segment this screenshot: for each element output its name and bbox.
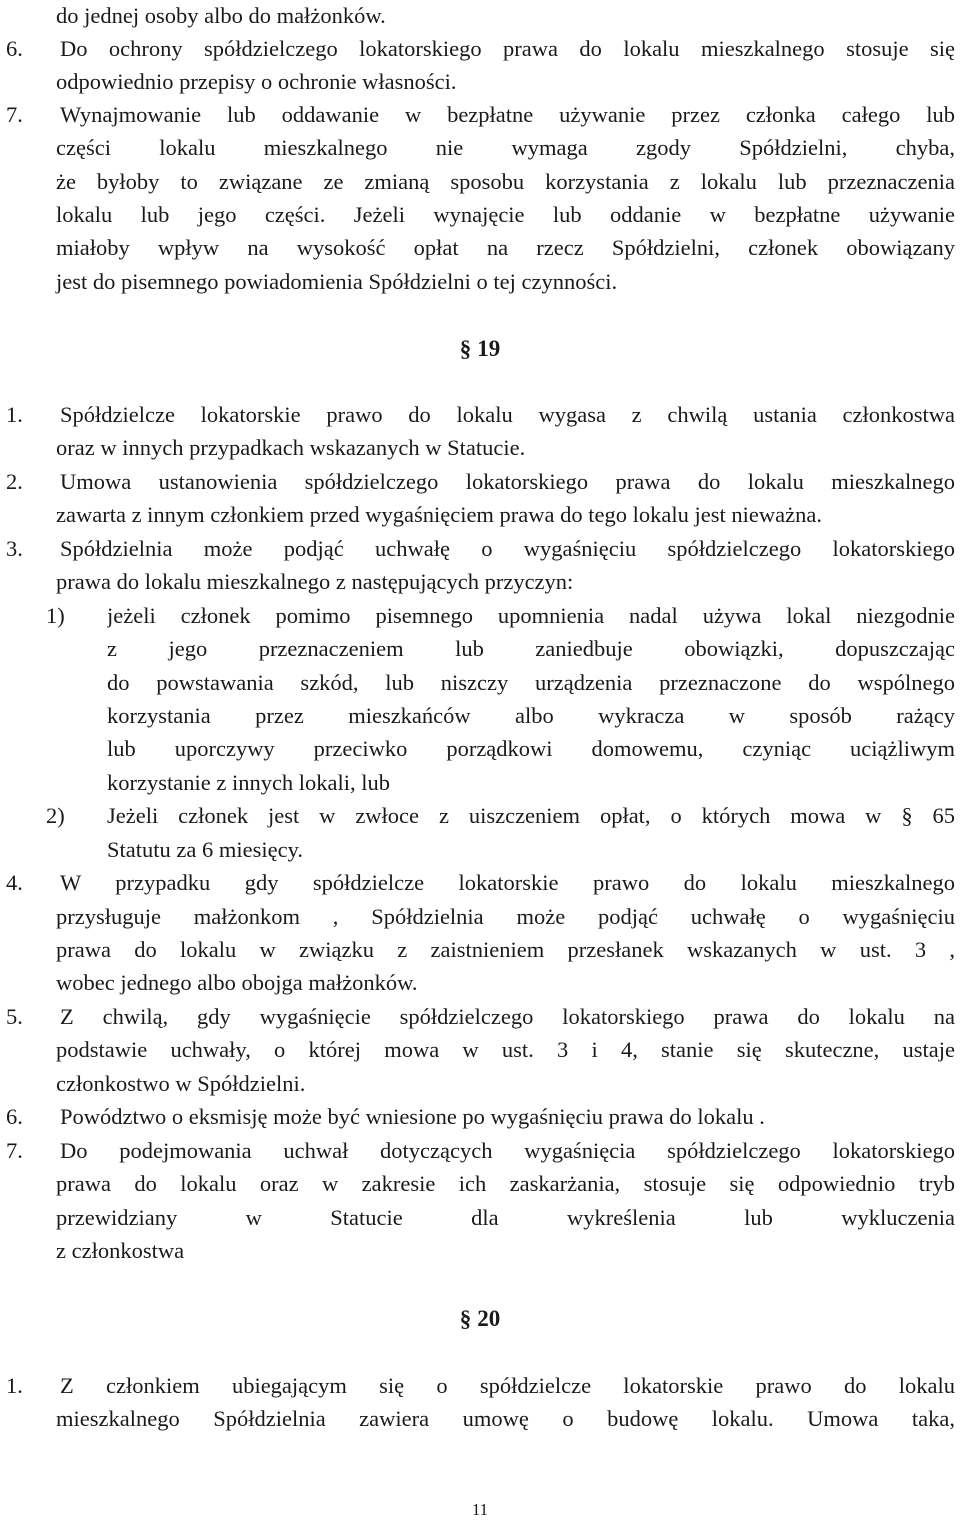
section-heading-19 (0, 333, 960, 365)
item-number: 1. (6, 1373, 23, 1398)
section-symbol: § (459, 1306, 472, 1331)
section-heading-20 (0, 1303, 960, 1335)
item-number: 6. (6, 36, 23, 61)
item-number: 1. (6, 402, 23, 427)
item-number: 5. (6, 1004, 23, 1029)
item-number: 2. (6, 469, 23, 494)
section-number: 20 (477, 1306, 501, 1331)
sub-item-number: 1) (46, 603, 65, 628)
item-number: 6. (6, 1104, 23, 1129)
document-page: do jednej osoby albo do małżonków. 6. Do ochrony spółdzielczego lokatorskiego prawa do lokalu mieszkalnego stosuje się odpowiednio przepisy o ochronie własności. 7. Wynajmowanie lub oddawanie w bezpłatne używanie przez członka całego lub części lokalu mieszkalnego nie wymaga zgody Spółdzielni, chyba, że byłoby to związane ze zmianą sposobu korzystania z lokalu lub przeznaczenia lokalu lub jego części. Jeżeli wynajęcie lub oddanie w bezpłatne używanie miałoby wpływ na wysokość opłat na rzecz Spółdzielni, członek obowiązany jest do pisemnego powiadomienia Spółdzielni o tej czynności. § 19 1. Spółdzielcze lokatorskie prawo do lokalu wygasa z chwilą ustania członkostwa oraz w innych przypadkach wskazanych w Statucie. 2. Umowa ustanowienia spółdzielczego lokatorskiego prawa do lokalu mieszkalnego zawarta z innym członkiem przed wygaśnięciem prawa do tego lokalu jest nieważna. 3. Spółdzielnia może podjąć uchwałę o wygaśnięciu spółdzielczego lokatorskiego prawa do lokalu mieszkalnego z następujących przyczyn: 1) jeżeli członek pomimo pisemnego upomnienia nadal używa lokal niezgodnie z jego przeznaczeniem lub zaniedbuje obowiązki, dopuszczając do powstawania szkód, lub niszczy urządzenia przeznaczone do wspólnego korzystania przez mieszkańców albo wykracza w sposób rażący lub uporczywy przeciwko porządkowi domowemu, czyniąc uciążliwym korzystanie z innych lokali, lub 2) Jeżeli członek jest w zwłoce z uiszczeniem opłat, o których mowa w § 65 Statutu za 6 miesięcy. 4. W przypadku gdy spółdzielcze lokatorskie prawo do lokalu mieszkalnego przysługuje małżonkom , Spółdzielnia może podjąć uchwałę o wygaśnięciu prawa do lokalu w związku z zaistnieniem przesłanek wskazanych w ust. 3 , wobec jednego albo obojga małżonków. 5. Z chwilą, gdy wygaśnięcie spółdzielczego lokatorskiego prawa do lokalu na podstawie uchwały, o której mowa w ust. 3 i 4, stanie się skuteczne, ustaje członkostwo w Spółdzielni. 6. Powództwo o eksmisję może być wniesione po wygaśnięciu prawa do lokalu . 7. Do podejmowania uchwał dotyczących wygaśnięcia spółdzielczego lokatorskiego prawa do lokalu oraz w zakresie ich zaskarżania, stosuje się odpowiednio tryb przewidziany w Statucie dla wykreślenia lub wykluczenia z członkostwa § 20 1. Z członkiem ubiegającym się o spółdzielcze lokatorskie prawo do lokalu mieszkalnego Spółdzielnia zawiera umowę o budowę lokalu. Umowa taka, 11 (0, 0, 960, 1523)
item-number: 7. (6, 1138, 23, 1163)
item-number: 3. (6, 536, 23, 561)
item-number: 7. (6, 102, 23, 127)
continuation-text: do jednej osoby albo do małżonków. (56, 3, 386, 28)
page-number: 11 (471, 1500, 489, 1519)
sub-item-number: 2) (46, 803, 65, 828)
section-number: 19 (477, 336, 501, 361)
item-number: 4. (6, 870, 23, 895)
section-symbol: § (459, 336, 472, 361)
